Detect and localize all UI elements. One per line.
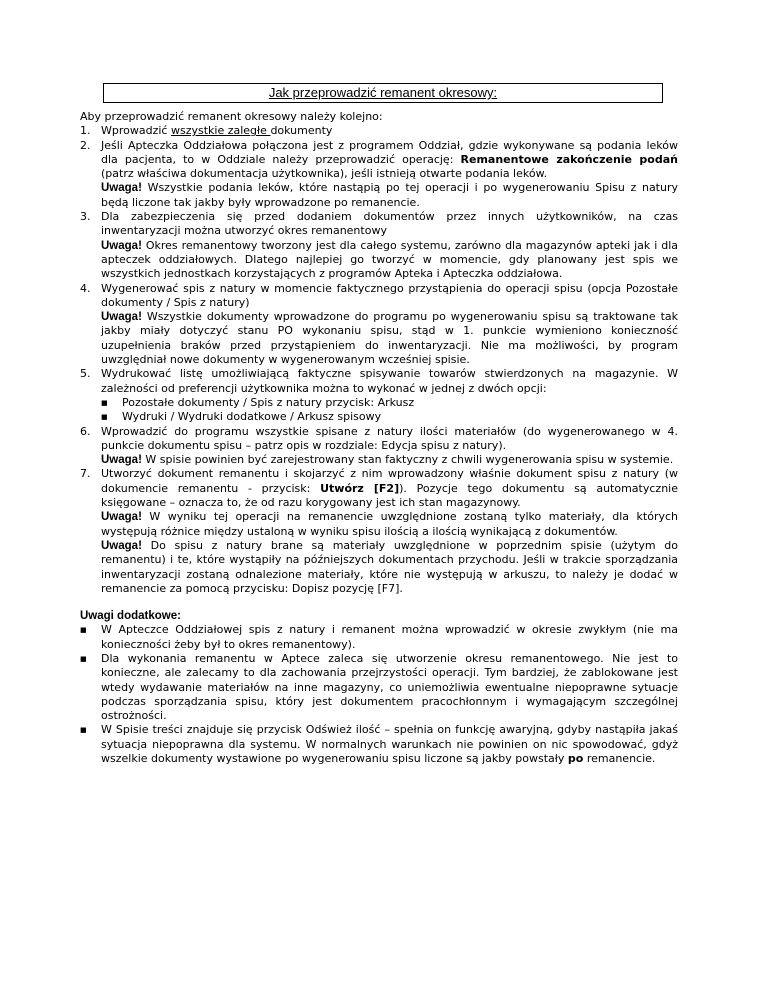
intro-text: Aby przeprowadzić remanent okresowy należy kolejno: <box>80 110 383 123</box>
step-number: 1. <box>80 124 91 138</box>
bold-word: po <box>567 752 584 766</box>
step-number: 7. <box>80 467 91 481</box>
step-6 <box>80 425 678 468</box>
step-number: 4. <box>80 281 91 295</box>
step-number: 3. <box>80 210 91 224</box>
square-bullet-icon: ■ <box>101 413 108 422</box>
step-text-end: dokumenty <box>270 124 333 138</box>
underlined-text: wszystkie zaległe <box>170 124 271 138</box>
step-number: 2. <box>80 138 91 152</box>
document-body <box>80 110 678 766</box>
step-3 <box>80 210 678 281</box>
step-text: Jeśli Apteczka Oddziałowa połączona jest z programem Oddział, gdzie wykonywane są podania leków dla pacjenta, to w Oddziale należy przeprowadzić operację: <box>101 138 678 166</box>
sub-list-item <box>101 396 678 410</box>
bold-operation-name: Remanentowe zakończenie podań <box>460 152 678 166</box>
step-number: 5. <box>80 367 91 381</box>
step-text: Wygenerować spis z natury w momencie faktycznego przystąpienia do operacji spisu (opcja Pozostałe dokumenty / Spis z natury) <box>101 281 678 309</box>
warning-label: Uwaga! <box>101 239 142 252</box>
square-bullet-icon: ■ <box>80 654 87 663</box>
step-text-end: (patrz właściwa dokumentacja użytkownika), jeśli istnieją otwarte podania leków. <box>101 167 548 181</box>
notes-header: Uwagi dodatkowe: <box>80 610 181 623</box>
title-box <box>103 83 663 103</box>
warning-label: Uwaga! <box>101 182 142 195</box>
step-7 <box>80 467 678 596</box>
note-item <box>80 652 678 723</box>
step-text: Wprowadzić <box>101 124 171 138</box>
note-item <box>80 723 678 766</box>
step-4 <box>80 282 678 368</box>
warning-text: W wyniku tej operacji na remanencie uwzględnione zostaną tylko materiały, dla których występują różnice między ustaloną w wyniku spisu ilością a ilością wynikającą z dokumentów. <box>101 510 678 538</box>
step-text-end: ). Pozycje tego dokumentu są automatycznie księgowane – oznacza to, że od razu korygowany jest ich stan magazynowy. <box>101 481 678 510</box>
warning-text: Okres remanentowy tworzony jest dla całego systemu, zarówno dla magazynów apteki jak i dla apteczek oddziałowych. Dlatego najlepiej go tworzyć w momencie, gdy planowany jest spis we wszystkich jednostkach korzystających z programów Apteka i Apteczka oddziałowa. <box>101 238 678 281</box>
sub-item-text: Pozostałe dokumenty / Spis z natury przycisk: Arkusz <box>122 395 415 409</box>
warning-label: Uwaga! <box>101 511 142 524</box>
bold-button-name: Utwórz [F2] <box>320 481 400 495</box>
warning-text-2: Do spisu z natury brane są materiały uwzględnione w poprzednim spisie (użytym do remanentu) i te, które wystąpiły na późniejszych dokumentach przychodu. Jeśli w trakcie sporządzania inwentaryzacji zostaną odnalezione materiały, które nie występują w arkuszu, to należy je dodać w remanencie za pomocą przycisku: Dopisz pozycję [F7]. <box>101 538 678 595</box>
square-bullet-icon: ■ <box>80 726 87 735</box>
step-1 <box>80 124 678 138</box>
warning-label: Uwaga! <box>101 454 142 467</box>
warning-text: Wszystkie dokumenty wprowadzone do programu po wygenerowaniu spisu są traktowane tak jakby miały dotyczyć stanu PO wykonaniu spisu, stąd w 1. punkcie wymieniono konieczność uzupełnienia braków przed przystąpieniem do inwentaryzacji. Nie ma możliwości, by program uwzględniał nowe dokumenty w wygenerowanym wcześniej spisie. <box>101 310 678 367</box>
note-text: W Apteczce Oddziałowej spis z natury i remanent można wprowadzić w okresie zwykłym (nie ma konieczności żeby był to okres remanentowy). <box>101 623 678 651</box>
square-bullet-icon: ■ <box>80 626 87 635</box>
step-number: 6. <box>80 424 91 438</box>
step-5 <box>80 367 678 424</box>
note-item <box>80 623 678 652</box>
note-text-end: remanencie. <box>583 752 656 766</box>
warning-label-2: Uwaga! <box>101 539 142 552</box>
sub-item-text: Wydruki / Wydruki dodatkowe / Arkusz spisowy <box>122 410 382 424</box>
step-2 <box>80 139 678 210</box>
warning-label: Uwaga! <box>101 311 142 324</box>
warning-text: Wszystkie podania leków, które nastąpią po tej operacji i po wygenerowaniu Spisu z natury będą liczone tak jakby były wprowadzone po remanencie. <box>101 181 678 209</box>
square-bullet-icon: ■ <box>101 398 108 407</box>
note-text: W Spisie treści znajduje się przycisk Odśwież ilość – spełnia on funkcję awaryjną, gdyby nastąpiła jakaś sytuacja niepoprawna dla systemu. W normalnych warunkach nie powinien on nic spowodować, gdyż wszelkie dokumenty wystawione po wygenerowaniu spisu liczone są jakby powstały <box>101 723 678 766</box>
document-title: Jak przeprowadzić remanent okresowy: <box>268 85 498 100</box>
sub-list-item <box>101 410 678 424</box>
step-text: Dla zabezpieczenia się przed dodaniem dokumentów przez innych użytkowników, na czas inwentaryzacji można utworzyć okres remanentowy <box>101 210 678 238</box>
step-text: Utworzyć dokument remanentu i skojarzyć z nim wprowadzony właśnie dokument spisu z natury (w dokumencie remanentu - przycisk: <box>101 467 678 495</box>
step-text: Wydrukować listę umożliwiającą faktyczne spisywanie towarów stwierdzonych na magazynie. W zależności od preferencji użytkownika można to wykonać w jednej z dwóch opcji: <box>101 367 678 395</box>
warning-text: W spisie powinien być zarejestrowany stan faktyczny z chwili wygenerowania spisu w systemie. <box>141 453 674 467</box>
note-text: Dla wykonania remanentu w Aptece zaleca się utworzenie okresu remanentowego. Nie jest to konieczne, ale zalecamy to dla zachowania przejrzystości operacji. Tym bardziej, że zablokowane jest wtedy wydawanie materiałów na inne magazyny, co uniemożliwia ewentualne niepoprawne sytuacje podczas sporządzania spisu, który jest dokumentem pracochłonnym i wymagającym szczególnej ostrożności. <box>101 651 678 723</box>
step-text: Wprowadzić do programu wszystkie spisane z natury ilości materiałów (do wygenerowanego w 4. punkcie dokumentu spisu – patrz opis w rozdziale: Edycja spisu z natury). <box>101 424 678 452</box>
